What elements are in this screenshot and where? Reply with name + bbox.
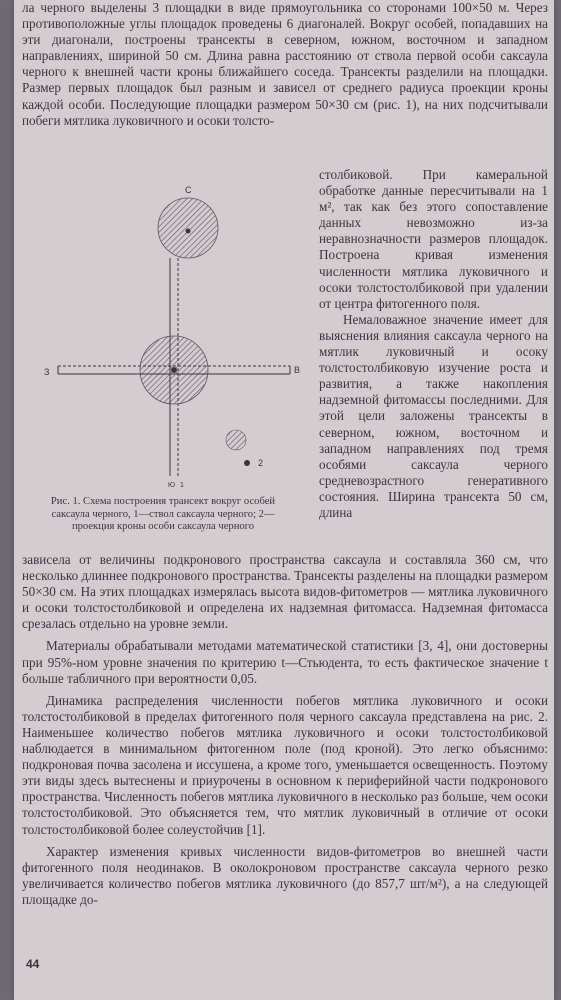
body-paragraph: Характер изменения кривых численности видов-фитометров во внешней части фитогенного поля неодинаков. В околокроновом пространстве саксаула черного резко увеличивается количество побегов мятлика луковичного (до 857,7 шт/м²), а на следующей площадке до- bbox=[22, 843, 548, 907]
body-paragraph: Динамика распределения численности побегов мятлика луковичного и осоки толстостолбиковой в пределах фитогенного поля черного саксаула представлена на рис. 2. Наименьшее количество побегов мятлика луковичного и осоки толстостолбиковой наблюдается в минимальном фитогенном поле (под кроной). Это легко объяснимо: подкроновая почва засолена и иссушена, а кроме того, уменьшается освещенность. Поэтому эти виды здесь вытеснены и приурочены в основном к периферийной части подкронового пространства. Численность побегов мятлика луковичного в несколько раз больше, чем осоки толстостолбиковой. Это объясняется тем, что мятлик луковичный в отличие от осоки толстостолбиковой более солеустойчив [1]. bbox=[22, 692, 548, 837]
central-trunk bbox=[171, 367, 177, 373]
body-paragraph: зависела от величины подкронового пространства саксаула и составляла 360 см, что несколько длиннее подкронового пространства. Трансекты разделены на площадки размером 50×30 см. На этих площадках измерялась высота видов-фитометров — мятлика луковичного и осоки толстостолбиковой и определена их надземная фитомасса. Надземная фитомасса срезалась отдельно на уровне земли. bbox=[22, 552, 548, 632]
transect-scheme-diagram bbox=[28, 176, 308, 496]
top-paragraph: ла черного выделены 3 площадки в виде прямоугольника со сторонами 100×50 м. Через противоположные углы площадок проведены 6 диагоналей. Вокруг особей, попадавших на эти диагонали, построены трансекты в северном, южном, восточном и западном направлениях, шириной 50 см. Длина равна расстоянию от ствола первой особи саксаула черного к внешней части кроны ближайшего соседа. Трансекты разделили на площадки. Размер первых площадок был разным и зависел от среднего радиуса проекции кроны каждой особи. Последующие площадки размером 50×30 см (рис. 1), на них подсчитывали побеги мятлика луковичного и осоки толсто- bbox=[22, 0, 548, 128]
label-south: Ю bbox=[168, 482, 176, 489]
body-paragraph: Материалы обрабатывали методами математической статистики [3, 4], они достоверны при 95%-ном уровне значения по критерию t—Стьюдента, то есть фактическое значение t больше табличного при вероятности 0,05. bbox=[22, 638, 548, 686]
right-column-text bbox=[319, 167, 548, 521]
right-column-paragraph: Немаловажное значение имеет для выяснения влияния саксаула черного на мятлик луковичный и осоку толстостолбиковую изучение роста и развития, а также накопления надземной фитомассы последними. Для этой цели заложены трансекты в северном, южном, восточном и западном направлениях под тремя особями саксаула черного средневозрастного генеративного состояния. Ширина трансекта 50 см, длина bbox=[319, 311, 548, 520]
right-column-paragraph: столбиковой. При камеральной обработке данные пересчитывали на 1 м², так как без этого сопоставление данных невозможно из-за неравнозначности размеров площадок. Построена кривая изменения численности мятлика луковичного и осоки толстостолбиковой при удалении от центра фитогенного поля. bbox=[319, 167, 548, 311]
label-two: 2 bbox=[258, 458, 264, 468]
label-one: 1 bbox=[180, 482, 184, 489]
small-trunk bbox=[244, 460, 250, 466]
north-crown-projection bbox=[158, 198, 218, 258]
small-crown-projection bbox=[226, 430, 246, 450]
label-east: В bbox=[294, 365, 301, 375]
north-trunk bbox=[186, 229, 191, 234]
figure-caption: Рис. 1. Схема построения трансект вокруг особей саксаула черного, 1—ствол саксаула черного; 2—проекция кроны особи саксаула черного bbox=[50, 496, 276, 533]
page-number: 44 bbox=[26, 957, 40, 971]
label-west: З bbox=[44, 367, 50, 377]
book-page bbox=[14, 0, 554, 1000]
bottom-text bbox=[22, 552, 548, 908]
label-north: С bbox=[185, 185, 192, 195]
transect-scheme-figure bbox=[28, 176, 308, 496]
